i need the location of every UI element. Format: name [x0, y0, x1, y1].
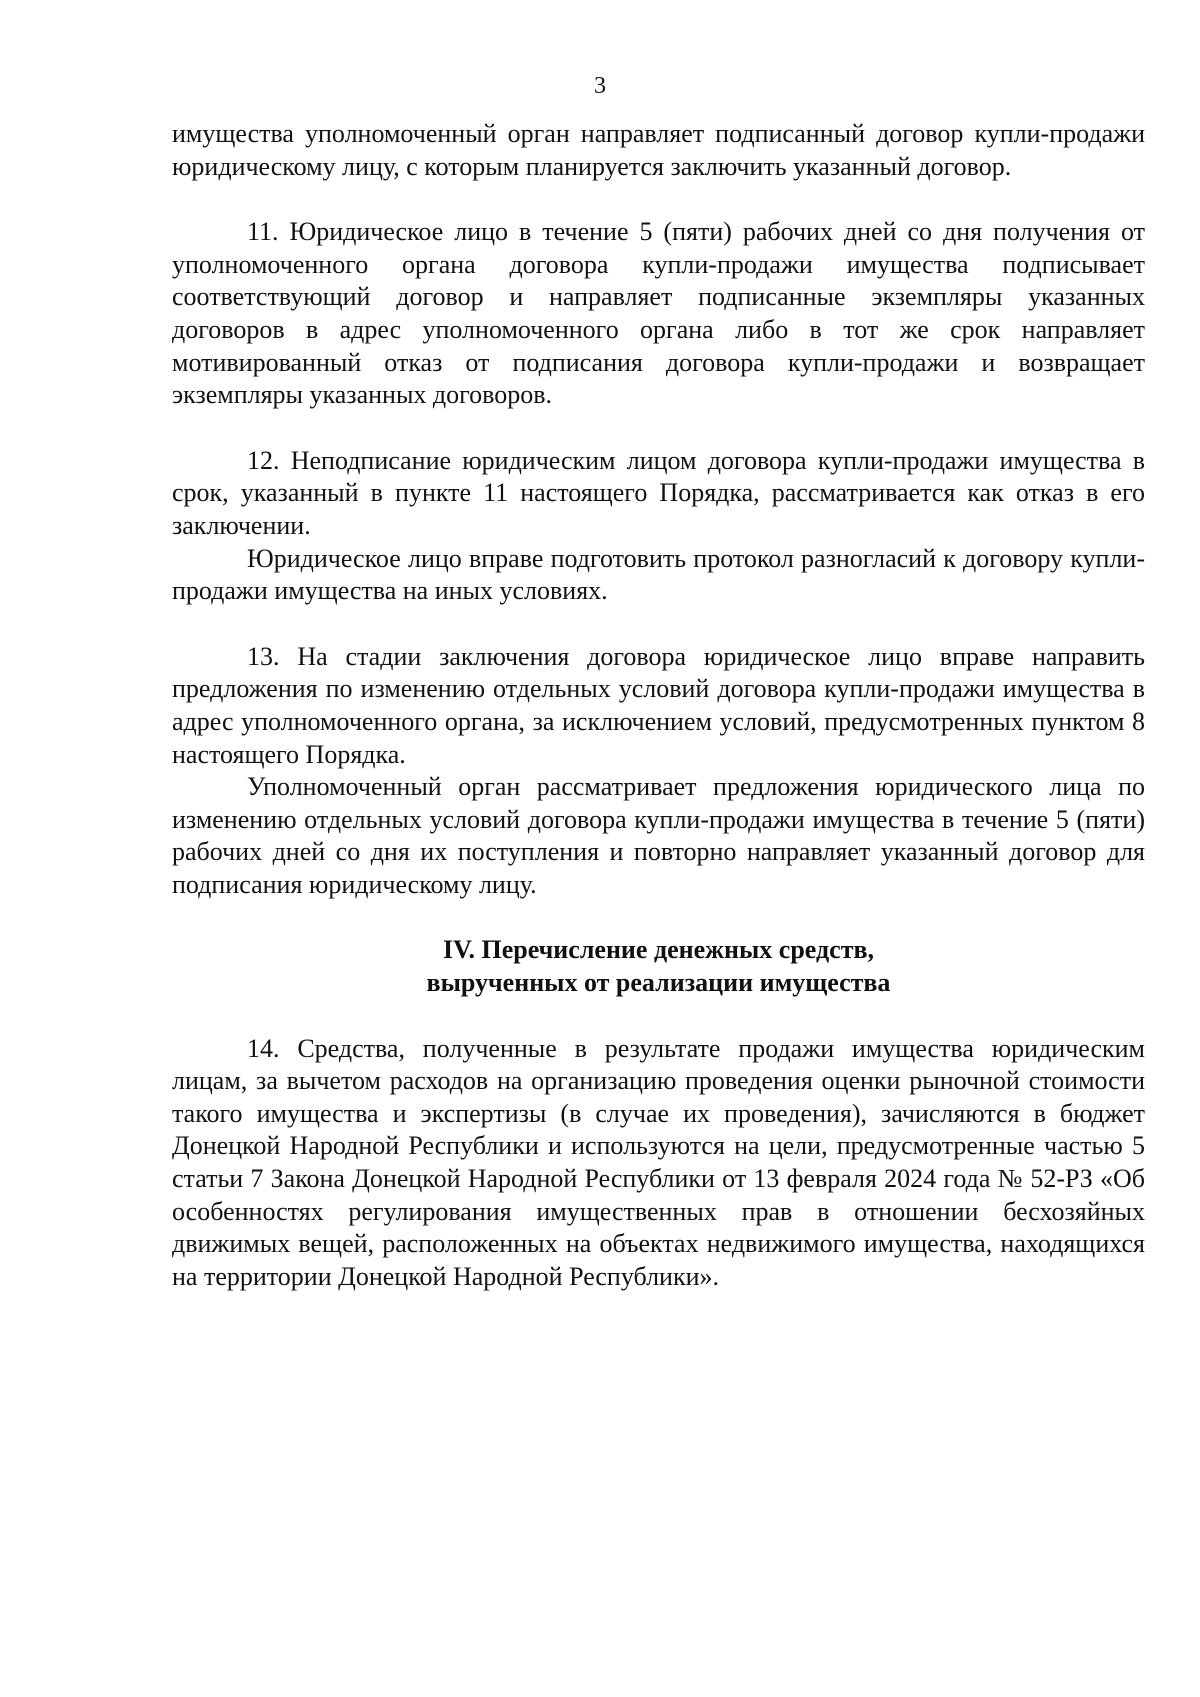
section-title-line-2: вырученных от реализации имущества [426, 968, 891, 998]
paragraph-item-13-continued: Уполномоченный орган рассматривает предложения юридического лица по изменению отдельных условий договора купли-продажи имущества в течение 5 (пяти) рабочих дней со дня их поступления и повторно направляет указанный договор для подписания юридическому лицу. [172, 772, 1145, 899]
document-body [172, 118, 1145, 1293]
section-title-line-1: IV. Перечисление денежных средств, [442, 935, 875, 965]
section-title [172, 934, 1145, 999]
paragraph-item-14: 14. Средства, полученные в результате продажи имущества юридическим лицам, за вычетом расходов на организацию проведения оценки рыночной стоимости такого имущества и экспертизы (в случае их проведения), зачисляются в бюджет Донецкой Народной Республики и используются на цели, предусмотренные частью 5 статьи 7 Закона Донецкой Народной Республики от 13 февраля 2024 года № 52-РЗ «Об особенностях регулирования имущественных прав в отношении бесхозяйных движимых вещей, расположенных на объектах недвижимого имущества, находящихся на территории Донецкой Народной Республики». [172, 1033, 1145, 1291]
paragraph-continuation: имущества уполномоченный орган направляет подписанный договор купли-продажи юридическому лицу, с которым планируется заключить указанный договор. [172, 119, 1145, 181]
page-number: 3 [594, 73, 606, 99]
paragraph-item-12: 12. Неподписание юридическим лицом договора купли-продажи имущества в срок, указанный в пункте 11 настоящего Порядка, рассматривается как отказ в его заключении. [172, 445, 1145, 540]
paragraph-item-11: 11. Юридическое лицо в течение 5 (пяти) рабочих дней со дня получения от уполномоченного органа договора купли-продажи имущества подписывает соответствующий договор и направляет подписанные экземпляры указанных договоров в адрес уполномоченного органа либо в тот же срок направляет мотивированный отказ от подписания договора купли-продажи и возвращает экземпляры указанных договоров. [172, 217, 1145, 410]
paragraph-item-13: 13. На стадии заключения договора юридическое лицо вправе направить предложения по изменению отдельных условий договора купли-продажи имущества в адрес уполномоченного органа, за исключением условий, предусмотренных пунктом 8 настоящего Порядка. [172, 641, 1145, 769]
paragraph-item-12-continued: Юридическое лицо вправе подготовить протокол разногласий к договору купли-продажи имущества на иных условиях. [172, 543, 1145, 606]
